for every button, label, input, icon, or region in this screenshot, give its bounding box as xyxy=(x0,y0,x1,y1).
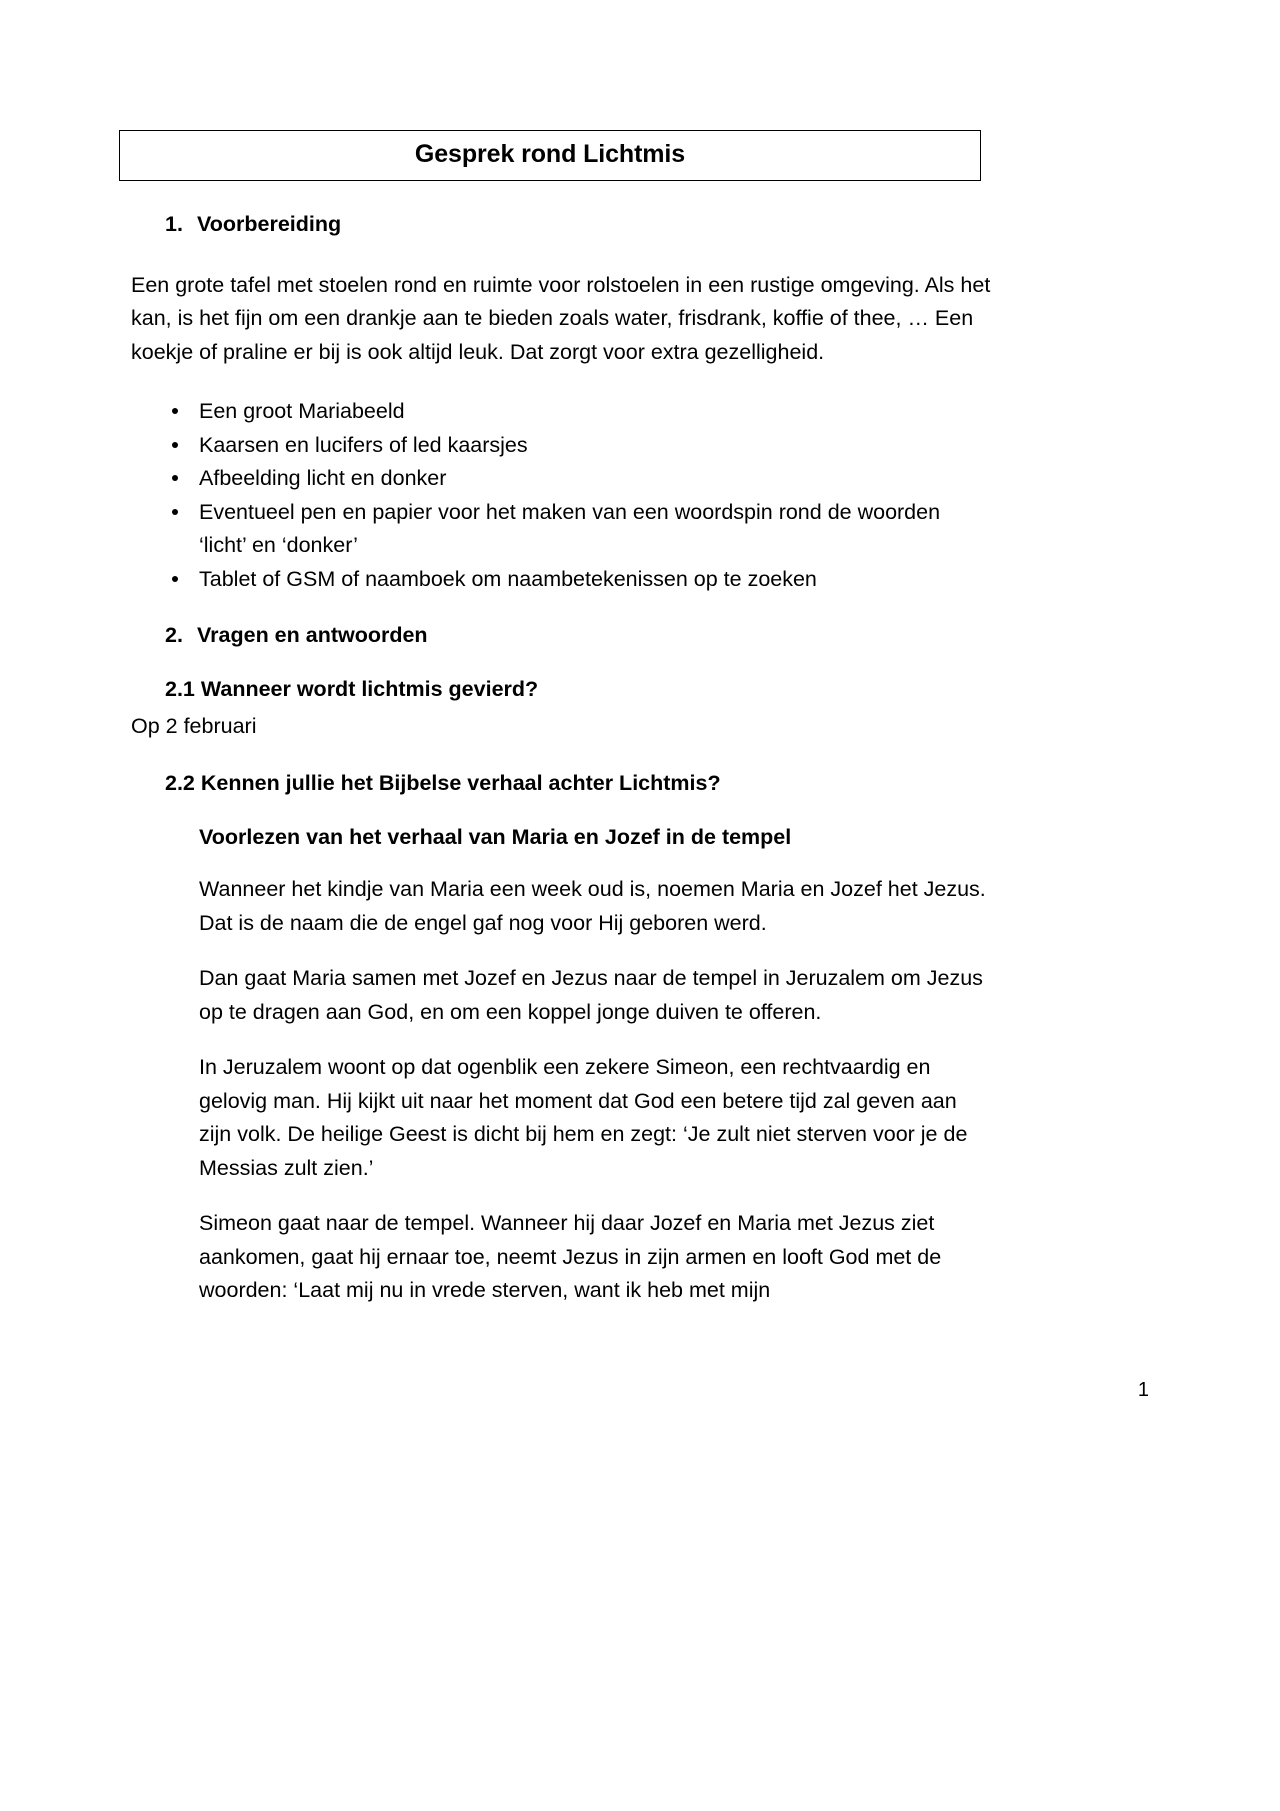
spacer xyxy=(131,798,991,824)
bullet-dot-icon xyxy=(172,408,178,414)
story-paragraph: Simeon gaat naar de tempel. Wanneer hij daar Jozef en Maria met Jezus ziet aankomen, gaat hij ernaar toe, neemt Jezus in zijn armen en looft God met de woorden: ‘Laat mij nu in vrede sterven, want ik heb met mijn xyxy=(199,1211,942,1303)
heading-section-2 xyxy=(165,622,991,650)
bullet-dot-icon xyxy=(172,442,178,448)
list-item xyxy=(131,395,991,429)
preparation-materials-list xyxy=(131,395,991,596)
story-paragraph: Wanneer het kindje van Maria een week oud is, noemen Maria en Jozef het Jezus. Dat is de naam die de engel gaf nog voor Hij geboren werd. xyxy=(199,877,986,935)
list-item-label: Kaarsen en lucifers of led kaarsjes xyxy=(199,432,528,457)
story-paragraph: Dan gaat Maria samen met Jozef en Jezus naar de tempel in Jeruzalem om Jezus op te dragen aan God, en om een koppel jonge duiven te offeren. xyxy=(199,966,983,1024)
bullet-dot-icon xyxy=(172,509,178,515)
heading-section-1-label: Voorbereiding xyxy=(197,211,342,236)
list-item xyxy=(131,496,991,563)
story-paragraph: In Jeruzalem woont op dat ogenblik een zekere Simeon, een rechtvaardig en gelovig man. Hij kijkt uit naar het moment dat God een betere tijd zal geven aan zijn volk. De heilige Geest is dicht bij hem en zegt: ‘Je zult niet sterven voor je de Messias zult zien.’ xyxy=(199,1055,968,1180)
spacer xyxy=(131,239,991,269)
heading-section-2-1: 2.1 Wanneer wordt lichtmis gevierd? xyxy=(165,677,539,702)
heading-section-1 xyxy=(165,211,991,239)
spacer xyxy=(131,1029,991,1051)
page-number: 1 xyxy=(1137,1379,1149,1401)
list-item xyxy=(131,563,991,597)
heading-section-2-number: 2. xyxy=(165,623,183,648)
bullet-dot-icon xyxy=(172,576,178,582)
list-item xyxy=(131,429,991,463)
spacer xyxy=(131,940,991,962)
document-title-box xyxy=(119,130,981,181)
list-item-label: Een groot Mariabeeld xyxy=(199,399,405,424)
spacer xyxy=(131,369,991,395)
heading-section-2-2: 2.2 Kennen jullie het Bijbelse verhaal achter Lichtmis? xyxy=(165,770,721,795)
spacer xyxy=(131,851,991,873)
section-1-intro-paragraph: Een grote tafel met stoelen rond en ruimte voor rolstoelen in een rustige omgeving. Als het kan, is het fijn om een drankje aan te bieden zoals water, frisdrank, koffie of thee, … Een koekje of praline er bij is ook altijd leuk. Dat zorgt voor extra gezelligheid. xyxy=(131,272,991,364)
list-item-label: Tablet of GSM of naamboek om naambetekenissen op te zoeken xyxy=(199,566,817,591)
heading-section-1-number: 1. xyxy=(165,211,183,236)
list-item-label: Afbeelding licht en donker xyxy=(199,466,447,491)
section-2-1-answer: Op 2 februari xyxy=(131,714,257,739)
spacer xyxy=(131,596,991,622)
document-content xyxy=(131,130,991,1308)
list-item-label: Eventueel pen en papier voor het maken van een woordspin rond de woorden ‘licht’ en ‘donker’ xyxy=(199,499,941,558)
spacer xyxy=(131,650,991,676)
page-title: Gesprek rond Lichtmis xyxy=(414,140,686,168)
heading-section-2-label: Vragen en antwoorden xyxy=(197,623,428,648)
list-item xyxy=(131,462,991,496)
spacer xyxy=(131,744,991,770)
spacer xyxy=(131,1185,991,1207)
bullet-dot-icon xyxy=(172,475,178,481)
subheading-voorlezen: Voorlezen van het verhaal van Maria en Jozef in de tempel xyxy=(199,824,792,849)
